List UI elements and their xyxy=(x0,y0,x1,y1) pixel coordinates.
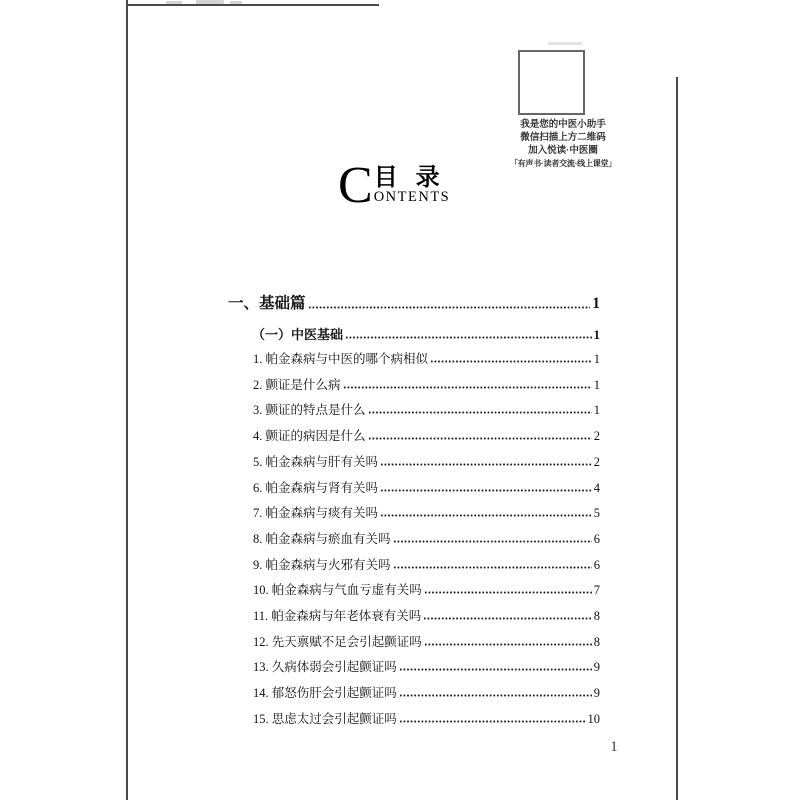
contents-title xyxy=(338,157,451,214)
toc-item-label: 4. 颤证的病因是什么 xyxy=(253,429,366,443)
toc-item-label: 13. 久病体弱会引起颤证吗 xyxy=(253,660,397,674)
toc-item-label: 6. 帕金森病与肾有关吗 xyxy=(253,481,379,495)
toc-item-label: 10. 帕金森病与气血亏虚有关吗 xyxy=(253,583,422,597)
dot-leader xyxy=(393,562,592,573)
dot-leader xyxy=(393,536,592,547)
toc-item-page: 1 xyxy=(593,352,600,366)
qr-code-placeholder xyxy=(518,50,585,115)
toc-item xyxy=(253,606,600,624)
toc-item-page: 4 xyxy=(593,481,600,495)
toc-item-label: 9. 帕金森病与火邪有关吗 xyxy=(253,558,391,572)
qr-caption-line: 加入悦读·中医圈 xyxy=(528,145,598,156)
toc-section-row xyxy=(228,291,600,313)
qr-caption-block xyxy=(492,118,634,170)
dot-leader xyxy=(343,382,592,393)
page-edge-top xyxy=(126,4,379,6)
scan-artifact xyxy=(196,0,224,4)
scan-artifact xyxy=(548,42,582,45)
toc-item xyxy=(253,400,600,418)
toc-item-label: 15. 思虑太过会引起颤证吗 xyxy=(253,712,397,726)
toc-item-page: 9 xyxy=(593,686,600,700)
qr-caption-line: 微信扫描上方二维码 xyxy=(520,132,606,143)
qr-caption-line: 「有声书·读者交流·线上课堂」 xyxy=(509,159,617,168)
toc-item-page: 6 xyxy=(593,558,600,572)
toc-item-page: 8 xyxy=(593,635,600,649)
toc-item xyxy=(253,349,600,367)
toc-item xyxy=(253,632,600,650)
toc-item xyxy=(253,580,600,598)
scan-artifact xyxy=(230,1,242,4)
toc-item xyxy=(253,478,600,496)
toc-item xyxy=(253,555,600,573)
qr-caption-line: 我是您的中医小助手 xyxy=(520,119,606,130)
toc-item-page: 2 xyxy=(593,429,600,443)
toc-item xyxy=(253,452,600,470)
dot-leader xyxy=(345,332,591,343)
toc-item-label: 14. 郁怒伤肝会引起颤证吗 xyxy=(253,686,397,700)
toc-item-label: 7. 帕金森病与痰有关吗 xyxy=(253,506,379,520)
toc-item-label: 2. 颤证是什么病 xyxy=(253,378,341,392)
dot-leader xyxy=(368,433,592,444)
toc-section-label: 一、基础篇 xyxy=(228,295,306,312)
toc-item xyxy=(253,375,600,393)
toc-subsection-label: （一）中医基础 xyxy=(252,327,344,342)
toc-item-page: 8 xyxy=(593,609,600,623)
toc-item-label: 5. 帕金森病与肝有关吗 xyxy=(253,455,379,469)
dot-leader xyxy=(399,690,592,701)
page-edge-right xyxy=(676,77,678,800)
toc-item xyxy=(253,709,600,727)
dot-leader xyxy=(399,716,586,727)
dot-leader xyxy=(380,459,592,470)
toc-item-page: 1 xyxy=(593,378,600,392)
toc-item xyxy=(253,683,600,701)
toc-item-page: 7 xyxy=(593,583,600,597)
toc-item-page: 9 xyxy=(593,660,600,674)
toc-section-page: 1 xyxy=(592,295,600,312)
toc-item-label: 8. 帕金森病与瘀血有关吗 xyxy=(253,532,391,546)
title-english: ONTENTS xyxy=(373,189,451,205)
dot-leader xyxy=(368,407,592,418)
page-number: 1 xyxy=(610,739,618,755)
toc-item xyxy=(253,657,600,675)
dot-leader xyxy=(308,302,591,313)
toc-item-label: 3. 颤证的特点是什么 xyxy=(253,403,366,417)
toc-subsection-page: 1 xyxy=(593,327,600,342)
dot-leader xyxy=(430,356,592,367)
toc-item-page: 5 xyxy=(593,506,600,520)
dot-leader xyxy=(423,613,591,624)
toc-subsection-row xyxy=(252,324,600,343)
dot-leader xyxy=(380,485,592,496)
title-drop-cap: C xyxy=(338,157,373,214)
toc-item-label: 11. 帕金森病与年老体衰有关吗 xyxy=(253,609,422,623)
dot-leader xyxy=(380,510,592,521)
dot-leader xyxy=(399,664,592,675)
toc-item-page: 10 xyxy=(587,712,600,726)
toc-item xyxy=(253,426,600,444)
title-chinese: 目 录 xyxy=(373,165,440,191)
scan-artifact xyxy=(166,1,182,4)
toc-item xyxy=(253,529,600,547)
toc-item-page: 2 xyxy=(593,455,600,469)
toc-item xyxy=(253,503,600,521)
toc-item-label: 12. 先天禀赋不足会引起颤证吗 xyxy=(253,635,422,649)
page-edge-left xyxy=(126,0,128,800)
toc-item-label: 1. 帕金森病与中医的哪个病相似 xyxy=(253,352,429,366)
dot-leader xyxy=(424,639,592,650)
toc-item-page: 6 xyxy=(593,532,600,546)
dot-leader xyxy=(424,587,592,598)
toc-item-page: 1 xyxy=(593,403,600,417)
